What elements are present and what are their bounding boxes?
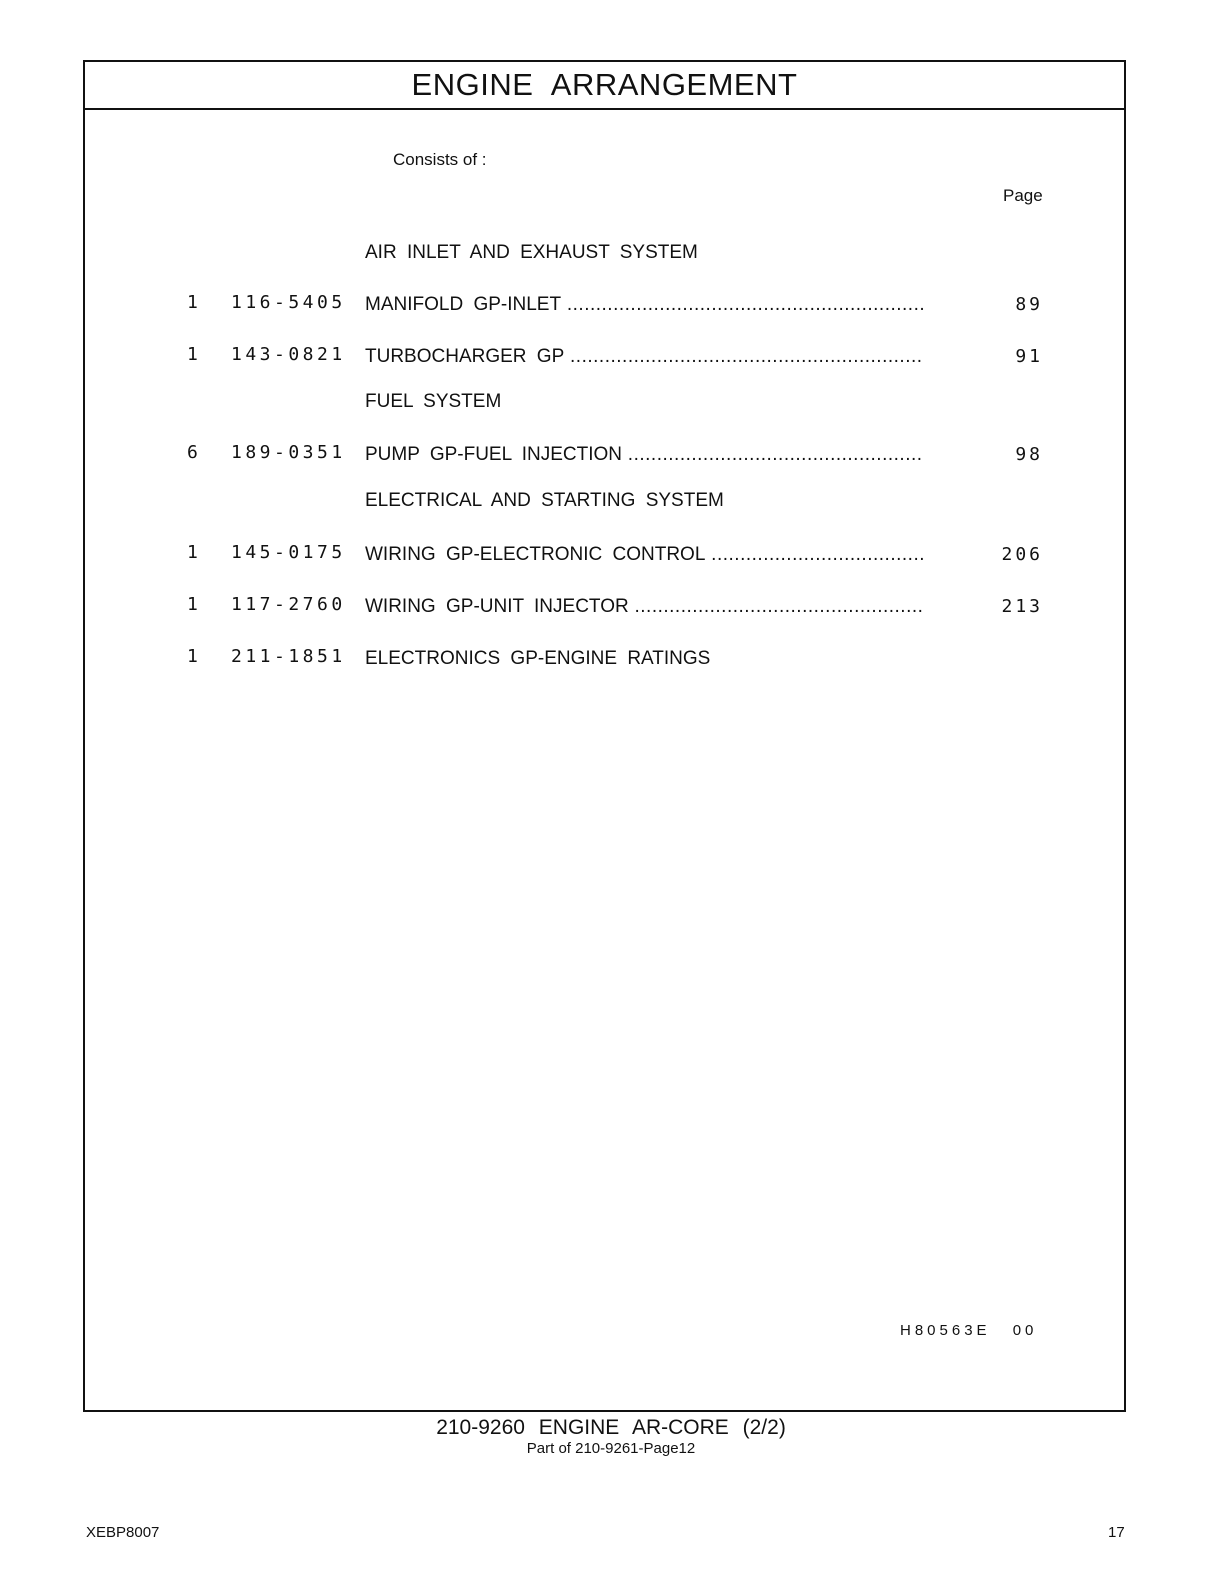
document-id: XEBP8007 (86, 1524, 160, 1541)
list-item (85, 594, 1124, 624)
item-quantity: 1 (187, 542, 198, 563)
section-electrical-starting: ELECTRICAL AND STARTING SYSTEM (365, 490, 724, 511)
page-number: 17 (1108, 1524, 1125, 1541)
part-number: 143-0821 (231, 344, 346, 365)
part-number: 189-0351 (231, 442, 346, 463)
item-description: MANIFOLD GP-INLET ..... (365, 294, 923, 316)
page-column-header: Page (1003, 186, 1043, 205)
item-description: TURBOCHARGER GP ..... (365, 346, 923, 368)
arrangement-frame (83, 60, 1126, 1412)
illustration-code: H80563E 00 (900, 1322, 1038, 1339)
item-description: PUMP GP-FUEL INJECTION ..... (365, 444, 923, 466)
item-page: 91 (1015, 346, 1043, 367)
item-quantity: 1 (187, 344, 198, 365)
list-item (85, 344, 1124, 374)
item-quantity: 6 (187, 442, 198, 463)
item-description: WIRING GP-UNIT INJECTOR ..... (365, 596, 923, 618)
list-item (85, 646, 1124, 676)
section-air-inlet-exhaust: AIR INLET AND EXHAUST SYSTEM (365, 242, 698, 263)
section-fuel-system: FUEL SYSTEM (365, 391, 502, 412)
item-quantity: 1 (187, 594, 198, 615)
title-bar (85, 62, 1124, 110)
page-title: ENGINE ARRANGEMENT (411, 67, 798, 102)
item-page: 206 (1001, 544, 1043, 565)
item-page: 89 (1015, 294, 1043, 315)
part-number: 145-0175 (231, 542, 346, 563)
part-number: 211-1851 (231, 646, 346, 667)
footer-title: 210-9260 ENGINE AR-CORE (2/2) (436, 1416, 786, 1439)
list-item (85, 542, 1124, 572)
consists-of-label: Consists of : (393, 150, 487, 169)
footer-subtitle: Part of 210-9261-Page12 (526, 1440, 696, 1457)
item-quantity: 1 (187, 646, 198, 667)
item-description: ELECTRONICS GP-ENGINE RATINGS (365, 648, 711, 669)
part-number: 116-5405 (231, 292, 346, 313)
part-number: 117-2760 (231, 594, 346, 615)
item-description: WIRING GP-ELECTRONIC CONTROL ..... (365, 544, 923, 566)
item-quantity: 1 (187, 292, 198, 313)
list-item (85, 292, 1124, 322)
item-page: 213 (1001, 596, 1043, 617)
item-page: 98 (1015, 444, 1043, 465)
list-item (85, 442, 1124, 472)
